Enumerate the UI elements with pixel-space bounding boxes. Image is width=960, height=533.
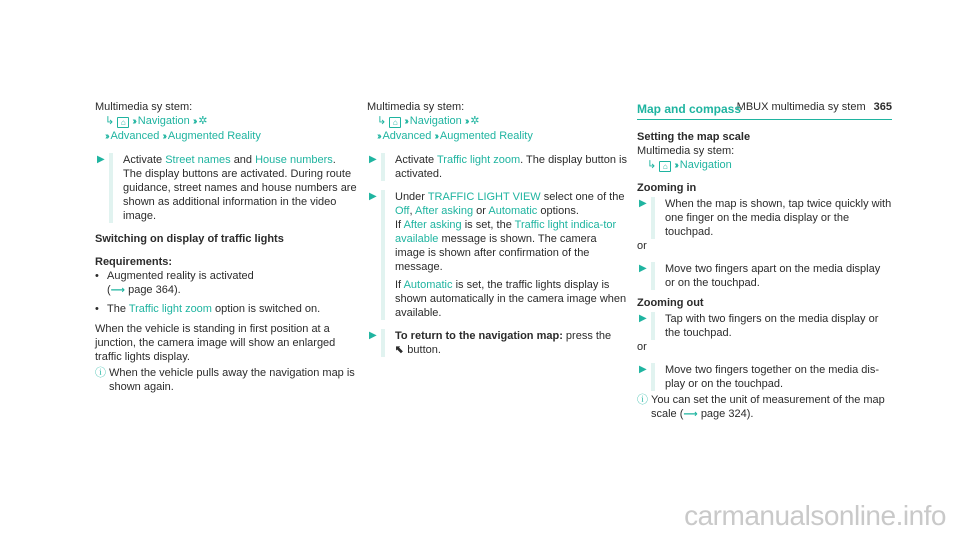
double-arrow-icon: ››: [162, 131, 166, 142]
or-text: or: [637, 341, 647, 353]
note: ⓘ You can set the unit of measurement of the map scale (⟶ page 324).: [637, 394, 885, 420]
hook-arrow-icon: ↳: [647, 159, 657, 171]
step-arrow-icon: ▶: [369, 154, 377, 165]
step-arrow-icon: ▶: [369, 191, 377, 202]
option-off[interactable]: Off: [395, 205, 410, 217]
header-title: MBUX multimedia sy stem: [736, 101, 866, 113]
option-house-numbers[interactable]: House numbers: [255, 154, 333, 166]
settings-gear-icon: ✲: [198, 115, 208, 127]
info-icon: ⓘ: [95, 367, 106, 379]
column-1: [95, 100, 357, 394]
requirements-label: Requirements:: [95, 256, 173, 268]
home-icon: ⌂: [117, 117, 129, 128]
message-traffic-light-indicator: Traffic light indica-tor available: [395, 219, 617, 245]
section-title: Map and compass: [637, 102, 892, 120]
sub-heading: Setting the map scale: [637, 131, 751, 143]
step: ▶ Move two fingers apart on the media display or on the touchpad.: [637, 262, 892, 290]
hook-arrow-icon: ↳: [105, 115, 115, 127]
option-street-names[interactable]: Street names: [165, 154, 231, 166]
path-label: Multimedia sy stem:: [637, 145, 735, 157]
list-item: • The Traffic light zoom option is switched on.: [95, 303, 321, 315]
bullet-icon: •: [95, 270, 99, 282]
menu-path-2: [95, 129, 357, 144]
list-item: • Augmented reality is activated (⟶ page 364).: [95, 270, 254, 296]
step-arrow-icon: ▶: [639, 263, 647, 274]
menu-path: [367, 114, 629, 129]
menu-path-2: [367, 129, 629, 144]
step: ▶ When the map is shown, tap twice quickly with one finger on the media display or the touchpad.: [639, 198, 892, 238]
step-arrow-icon: ▶: [639, 198, 647, 209]
section-heading: Switching on display of traffic lights: [95, 233, 284, 245]
home-icon: ⌂: [389, 117, 401, 128]
path-label: Multimedia sy stem:: [367, 101, 465, 113]
note: ⓘ When the vehicle pulls away the navigation map is shown again.: [95, 367, 355, 393]
step: ▶ To return to the navigation map: press the ⬉ button.: [369, 330, 612, 356]
or-text: or: [637, 240, 647, 252]
menu-path: [95, 114, 357, 129]
option-traffic-light-zoom[interactable]: Traffic light zoom: [128, 303, 212, 315]
double-arrow-icon: ››: [464, 116, 469, 127]
menu-link-navigation[interactable]: Navigation: [679, 159, 732, 171]
page-ref-arrow-icon: ⟶: [110, 285, 124, 296]
menu-link-navigation[interactable]: Navigation: [137, 115, 190, 127]
menu-link-augmented-reality[interactable]: Augmented Reality: [167, 130, 261, 142]
menu-path: [637, 158, 892, 173]
bullet-icon: •: [95, 303, 99, 315]
hook-arrow-icon: ↳: [377, 115, 387, 127]
step-arrow-icon: ▶: [639, 364, 647, 375]
step: ▶ Tap with two fingers on the media display or the touchpad.: [637, 312, 892, 340]
option-after-asking[interactable]: After asking: [415, 205, 474, 217]
paragraph: When the vehicle is standing in first position at a junction, the camera image will show an enlarged traffic lights display.: [95, 323, 336, 363]
menu-link-advanced[interactable]: Advanced: [110, 130, 160, 142]
double-arrow-icon: ››: [674, 160, 678, 171]
step: ▶ Under TRAFFIC LIGHT VIEW select one of the Off, After asking or Automatic options. If After asking is set, the Traffic light indica-tor available message is shown. The camera image is shown after confirmation of the message. If Automatic is set, the traffic lights display is shown automatically in the camera image when available.: [367, 190, 629, 320]
double-arrow-icon: ››: [132, 116, 136, 127]
step: ▶ Activate Traffic light zoom. The display button is activated.: [367, 153, 629, 181]
step-arrow-icon: ▶: [97, 154, 105, 165]
double-arrow-icon: ››: [105, 131, 109, 142]
double-arrow-icon: ››: [377, 131, 381, 142]
option-traffic-light-zoom[interactable]: Traffic light zoom: [437, 154, 521, 166]
column-2: [367, 100, 629, 357]
step-arrow-icon: ▶: [639, 313, 647, 324]
double-arrow-icon: ››: [404, 116, 408, 127]
step: [95, 153, 357, 223]
column-3: [637, 102, 892, 422]
double-arrow-icon: ››: [434, 131, 438, 142]
path-label: Multimedia sy stem:: [95, 101, 193, 113]
page-ref-arrow-icon: ⟶: [683, 409, 696, 420]
back-arrow-icon[interactable]: ⬉: [395, 344, 405, 356]
zoom-in-heading: Zooming in: [637, 182, 697, 194]
page-number: 365: [873, 101, 892, 113]
menu-traffic-light-view[interactable]: TRAFFIC LIGHT VIEW: [427, 191, 541, 203]
step: ▶ Move two fingers together on the media dis-play or on the touchpad.: [637, 363, 892, 391]
option-automatic[interactable]: Automatic: [488, 205, 538, 217]
step-arrow-icon: ▶: [369, 330, 377, 341]
menu-link-advanced[interactable]: Advanced: [382, 130, 432, 142]
menu-link-augmented-reality[interactable]: Augmented Reality: [439, 130, 533, 142]
zoom-out-heading: Zooming out: [637, 297, 704, 309]
double-arrow-icon: ››: [192, 116, 197, 127]
menu-link-navigation[interactable]: Navigation: [409, 115, 462, 127]
step-text: Activate Street names and House numbers. The display buttons are activated. During route guidance, street names and house numbers are shown as additional information in the video image.: [109, 153, 357, 223]
settings-gear-icon: ✲: [470, 115, 480, 127]
info-icon: ⓘ: [637, 394, 648, 406]
home-icon: ⌂: [659, 161, 671, 172]
watermark: carmanualsonline.info: [684, 500, 946, 531]
